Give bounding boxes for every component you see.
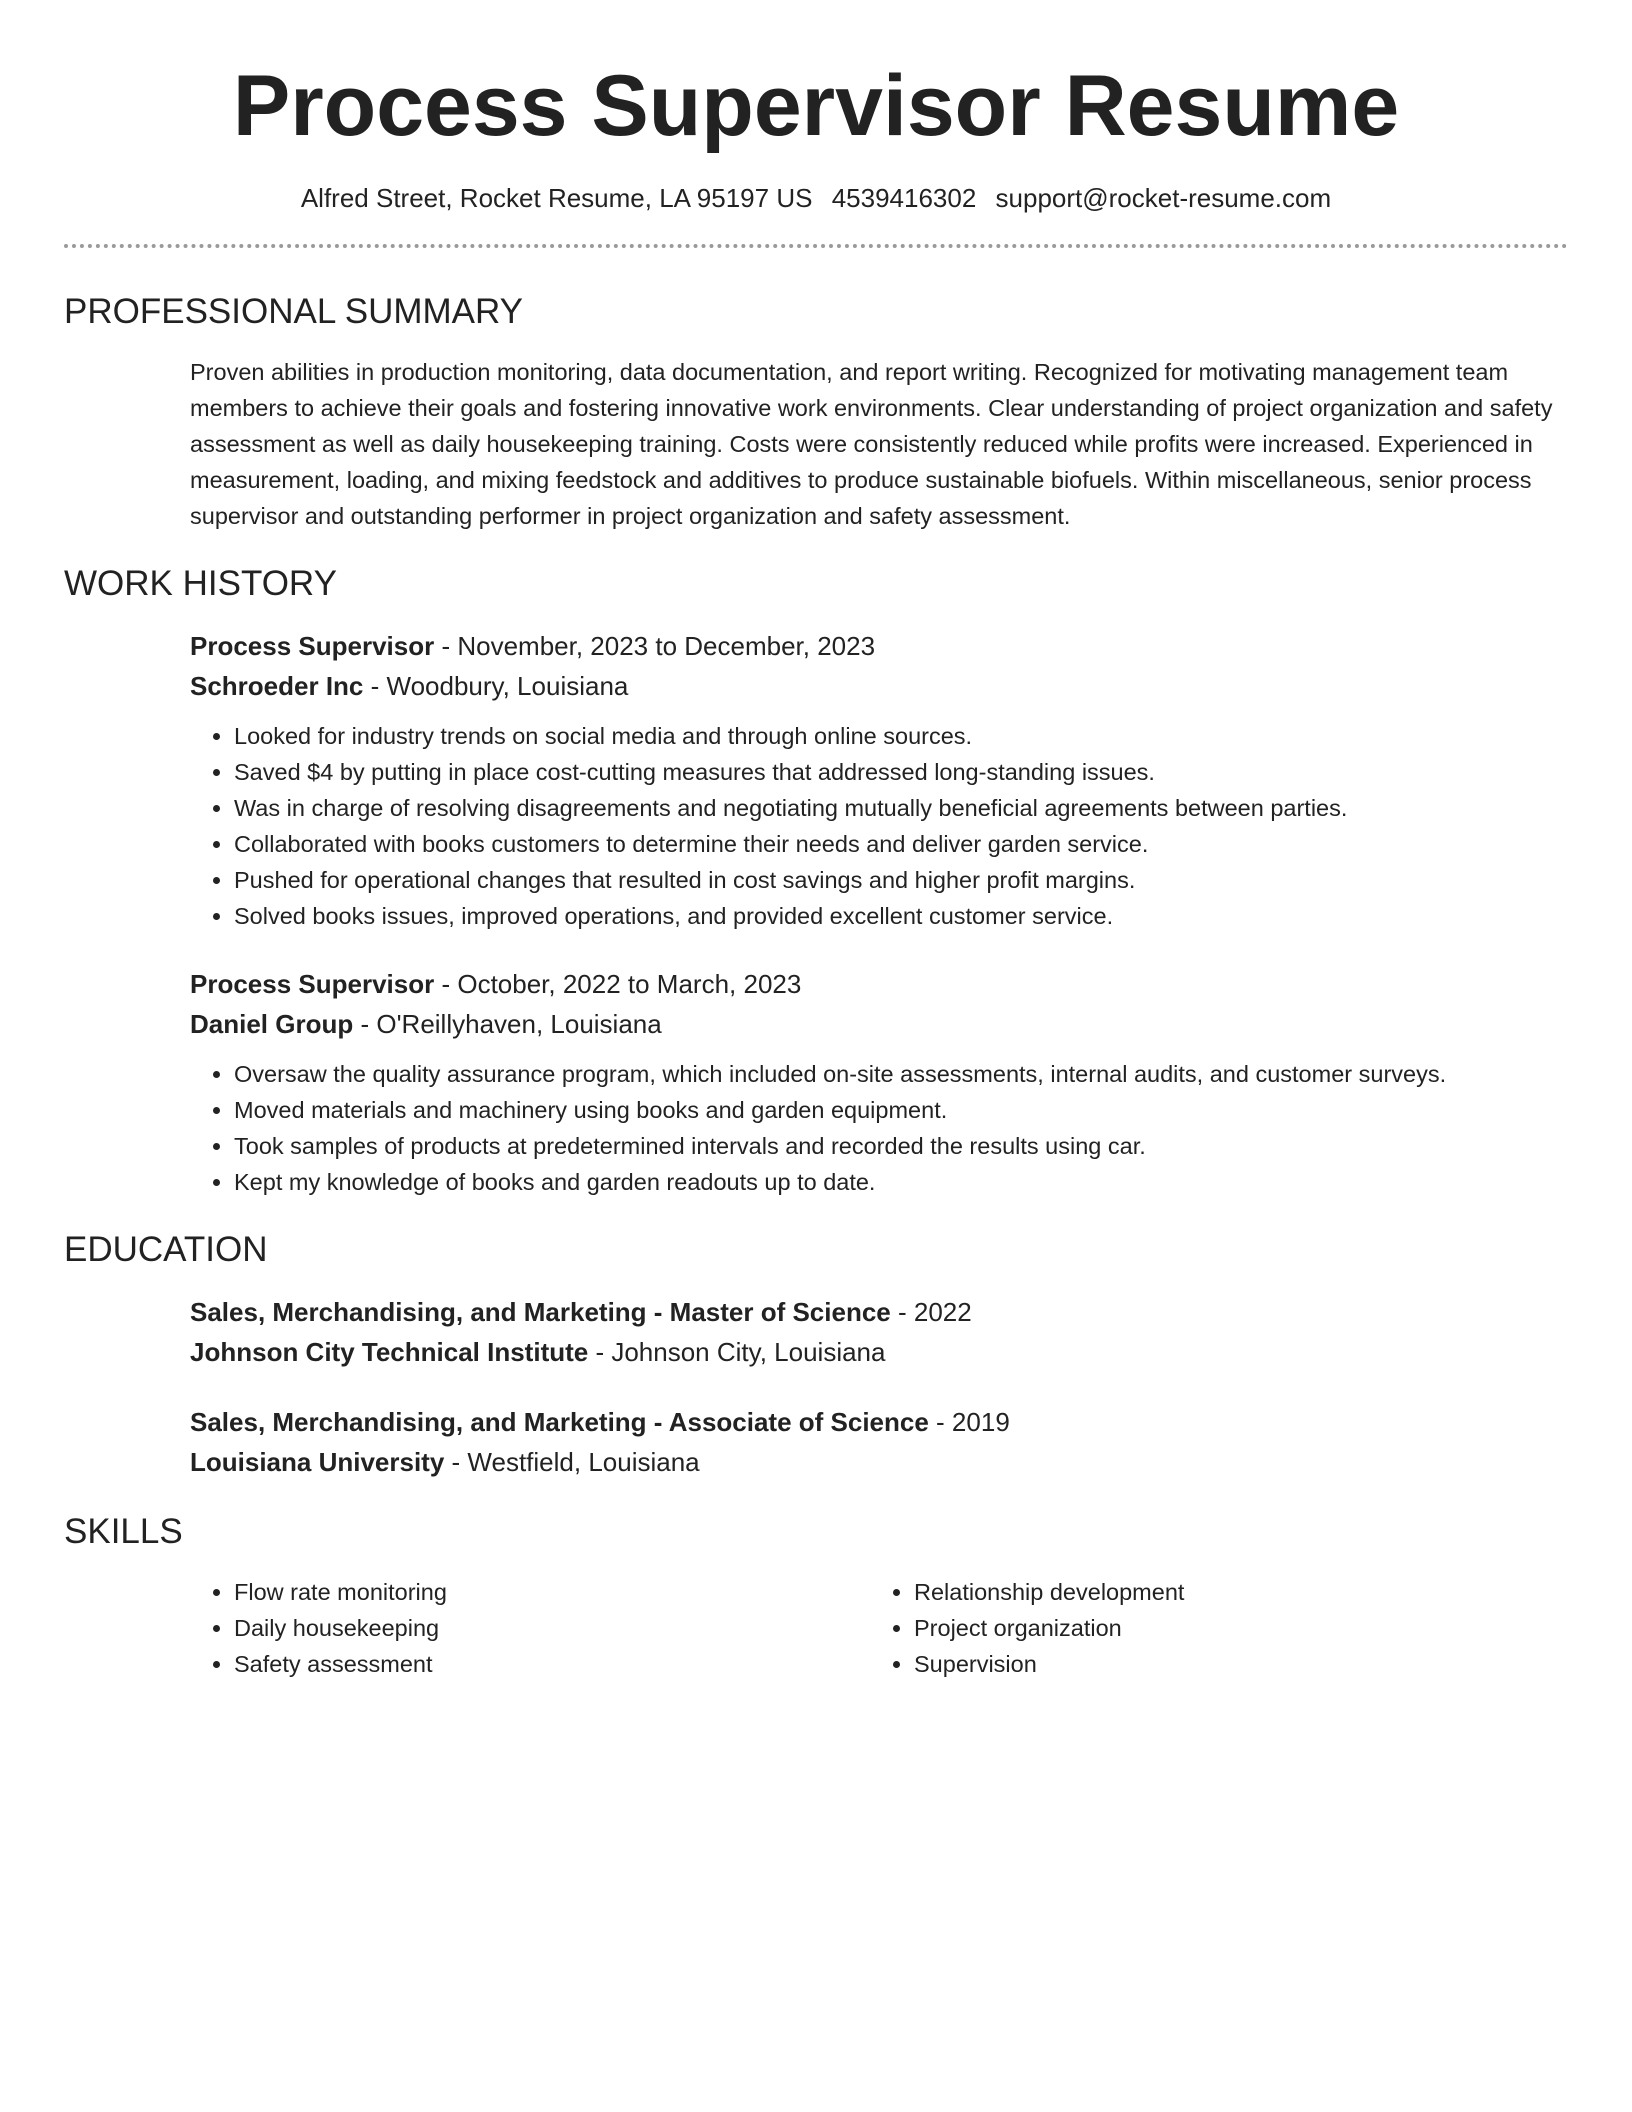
skills-list-right [870, 1574, 1550, 1682]
list-item: • Oversaw the quality assurance program, which included on-site assessments, internal audits, and customer surveys. [234, 1056, 1568, 1092]
list-item: • Daily housekeeping [234, 1610, 870, 1646]
skills-column-left [190, 1574, 870, 1682]
list-item: • Flow rate monitoring [234, 1574, 870, 1610]
education-entry [190, 1402, 1568, 1482]
job-entry [190, 626, 1568, 934]
job-dates: - November, 2023 to December, 2023 [434, 631, 876, 661]
school-location: - Johnson City, Louisiana [588, 1337, 886, 1367]
list-item: • Looked for industry trends on social media and through online sources. [234, 718, 1568, 754]
job-company-line [190, 666, 1568, 706]
contact-address: Alfred Street, Rocket Resume, LA 95197 US [300, 183, 813, 213]
list-item: • Saved $4 by putting in place cost-cutting measures that addressed long-standing issues. [234, 754, 1568, 790]
degree-line [190, 1402, 1568, 1442]
degree-line [190, 1292, 1568, 1332]
contact-phone: 4539416302 [831, 183, 977, 213]
job-location: - Woodbury, Louisiana [363, 671, 629, 701]
contact-email: support@rocket-resume.com [995, 183, 1332, 213]
job-location: - O'Reillyhaven, Louisiana [353, 1009, 662, 1039]
summary-section [190, 354, 1568, 534]
list-item: • Pushed for operational changes that resulted in cost savings and higher profit margins. [234, 862, 1568, 898]
school-line [190, 1442, 1568, 1482]
summary-text: Proven abilities in production monitoring, data documentation, and report writing. Recognized for motivating management team members to achieve their goals and fostering innovative work environments. Clear understanding of project organization and safety assessment as well as daily housekeeping training. Costs were consistently reduced while profits were increased. Experienced in measurement, loading, and mixing feedstock and additives to produce sustainable biofuels. Within miscellaneous, senior process supervisor and outstanding performer in project organization and safety assessment. [190, 359, 1553, 529]
work-history-section [190, 626, 1568, 1200]
education-section [190, 1292, 1568, 1482]
list-item: • Safety assessment [234, 1646, 870, 1682]
list-item: • Supervision [914, 1646, 1550, 1682]
education-heading: EDUCATION [64, 1230, 268, 1269]
job-company: Schroeder Inc [190, 671, 364, 701]
job-company: Daniel Group [190, 1009, 354, 1039]
job-title: Process Supervisor [190, 631, 435, 661]
list-item: • Collaborated with books customers to determine their needs and deliver garden service. [234, 826, 1568, 862]
degree-year: - 2019 [928, 1407, 1010, 1437]
header-divider [64, 244, 1568, 248]
job-bullets [190, 1056, 1568, 1200]
school-location: - Westfield, Louisiana [444, 1447, 700, 1477]
list-item: • Was in charge of resolving disagreements and negotiating mutually beneficial agreements between parties. [234, 790, 1568, 826]
job-dates: - October, 2022 to March, 2023 [434, 969, 802, 999]
skills-list-left [190, 1574, 870, 1682]
degree-year: - 2022 [890, 1297, 972, 1327]
resume-page [64, 0, 1568, 1682]
work-history-heading: WORK HISTORY [64, 564, 337, 603]
skills-column-right [870, 1574, 1550, 1682]
list-item: • Relationship development [914, 1574, 1550, 1610]
job-title-line [190, 626, 1568, 666]
school-name: Louisiana University [190, 1447, 445, 1477]
skills-heading: SKILLS [64, 1512, 183, 1551]
education-entry [190, 1292, 1568, 1372]
job-title-line [190, 964, 1568, 1004]
list-item: • Solved books issues, improved operations, and provided excellent customer service. [234, 898, 1568, 934]
list-item: • Took samples of products at predetermined intervals and recorded the results using car. [234, 1128, 1568, 1164]
job-entry [190, 964, 1568, 1200]
job-company-line [190, 1004, 1568, 1044]
resume-title: Process Supervisor Resume [232, 58, 1400, 154]
list-item: • Project organization [914, 1610, 1550, 1646]
degree-name: Sales, Merchandising, and Marketing - Associate of Science [190, 1407, 929, 1437]
summary-heading: PROFESSIONAL SUMMARY [64, 292, 523, 331]
list-item: • Moved materials and machinery using books and garden equipment. [234, 1092, 1568, 1128]
job-title: Process Supervisor [190, 969, 435, 999]
school-name: Johnson City Technical Institute [190, 1337, 589, 1367]
skills-section [190, 1574, 1568, 1682]
school-line [190, 1332, 1568, 1372]
degree-name: Sales, Merchandising, and Marketing - Master of Science [190, 1297, 891, 1327]
contact-line [64, 182, 1568, 214]
job-bullets [190, 718, 1568, 934]
list-item: • Kept my knowledge of books and garden readouts up to date. [234, 1164, 1568, 1200]
